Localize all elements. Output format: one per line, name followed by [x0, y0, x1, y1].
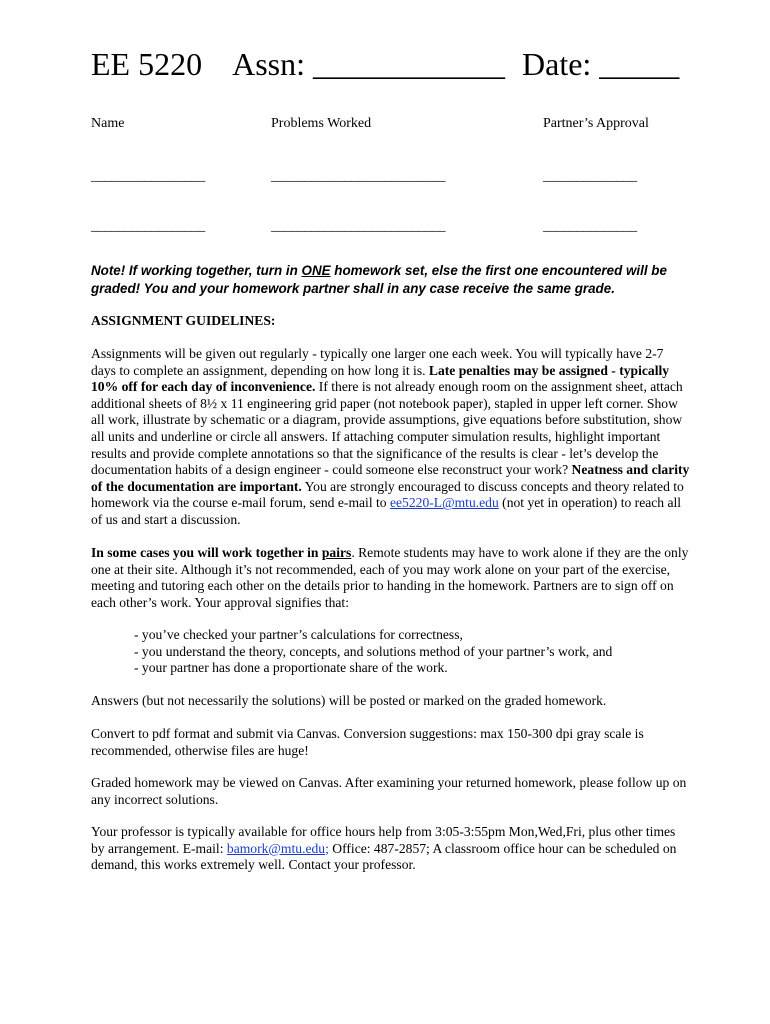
- problems-line: __________________________: [271, 169, 446, 184]
- approval-line: ______________: [543, 219, 637, 234]
- course-number: EE 5220: [91, 46, 203, 82]
- list-item: - you’ve checked your partner’s calculations for correctness,: [134, 627, 463, 642]
- problems-line: __________________________: [271, 219, 446, 234]
- late-penalty-text: Late penalties may be assigned - typically 10% off for each day of inconvenience.: [91, 362, 670, 395]
- pairs-emphasis: pairs: [321, 545, 352, 560]
- approval-line: ______________: [543, 169, 637, 184]
- list-item: - you understand the theory, concepts, and solutions method of your partner’s work, and: [134, 643, 613, 659]
- guidelines-heading: ASSIGNMENT GUIDELINES:: [91, 313, 276, 328]
- pairs-paragraph: In some cases you will work together in pairs. Remote students may have to work alone if they are the only one at their site. Although it’s not recommended, each of you may work alone on your part of the exercise, meeting and tutoring each other on the details prior to handing in the homework. Partners are to sign off on each other’s work. Your approval signifies that:: [91, 545, 689, 610]
- name-header: Name: [91, 116, 125, 131]
- assignment-field: Assn: ____________: [232, 46, 505, 82]
- graded-homework-paragraph: Graded homework may be viewed on Canvas. After examining your returned homework, please follow up on any incorrect solutions.: [91, 775, 687, 807]
- submission-paragraph: Convert to pdf format and submit via Canvas. Conversion suggestions: max 150-300 dpi gray scale is recommended, otherwise files are huge!: [91, 726, 644, 758]
- page-title: [91, 44, 679, 84]
- approval-list: [134, 627, 674, 677]
- forum-email-link[interactable]: ee5220-L@mtu.edu: [389, 495, 499, 511]
- office-hours-paragraph: Your professor is typically available for office hours help from 3:05-3:55pm Mon,Wed,Fri, plus other times by arrangement. E-mail: bamork@mtu.edu; Office: 487-2857; A classroom office hour can be scheduled on demand, this works extremely well. Contact your professor.: [91, 824, 677, 873]
- name-line: _________________: [91, 219, 205, 234]
- guidelines-paragraph: Assignments will be given out regularly - typically one larger one each week. You will typically have 2-7 days to complete an assignment, depending on how long it is. Late penalties may be assigned - typically 10% off for each day of inconvenience. If there is not already enough room on the assignment sheet, attach additional sheets of 8½ x 11 engineering grid paper (not notebook paper), stapled in upper left corner. Show all work, illustrate by schematic or a diagram, provide assumptions, give equations before substitution, show all units and underline or circle all answers. If attaching computer simulation results, highlight important results and provide complete annotations so that the significance of the results is clear - let’s develop the documentation habits of a design engineer - could someone else reconstruct your work? Neatness and clarity of the documentation are important. You are strongly encouraged to discuss concepts and theory related to homework via the course e-mail forum, send e-mail to ee5220-L@mtu.edu (not yet in operation) to reach all of us and start a discussion.: [91, 346, 690, 527]
- neatness-text: Neatness and clarity of the documentation are important.: [91, 462, 690, 494]
- partner-approval-header: Partner’s Approval: [543, 116, 649, 131]
- list-item: - your partner has done a proportionate share of the work.: [134, 660, 448, 676]
- date-field: Date: _____: [522, 46, 680, 82]
- professor-email-link[interactable]: bamork@mtu.edu;: [226, 840, 329, 856]
- one-emphasis: ONE: [301, 263, 331, 278]
- answers-paragraph: Answers (but not necessarily the solutions) will be posted or marked on the graded homework.: [91, 693, 607, 708]
- partner-note: Note! If working together, turn in ONE homework set, else the first one encountered will be graded! You and your homework partner shall in any case receive the same grade.: [91, 263, 667, 296]
- name-line: _________________: [91, 169, 205, 184]
- problems-worked-header: Problems Worked: [271, 116, 372, 131]
